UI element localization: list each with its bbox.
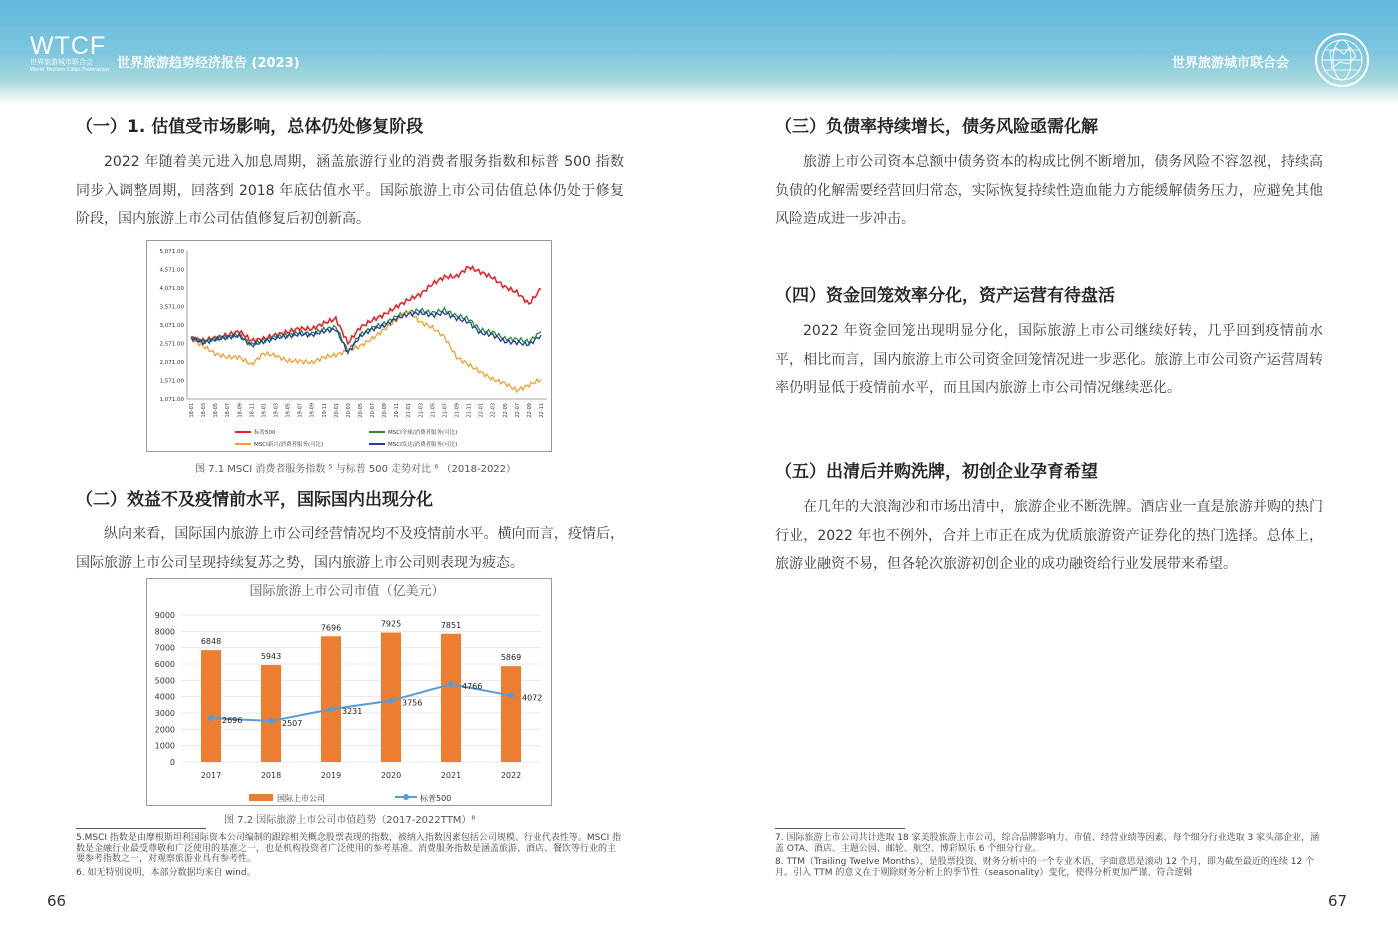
x-tick-label: 18-07 (225, 403, 232, 418)
section-heading-5: （五）出清后并购洗牌，初创企业孕育希望 (775, 462, 1098, 482)
org-name: 世界旅游城市联合会 (1172, 56, 1290, 71)
y-tick-label: 1000 (154, 741, 175, 751)
footnote-divider-left (76, 828, 206, 829)
x-tick-label: 21-01 (406, 403, 413, 418)
wtcf-logo-sub-cn: 世界旅游城市联合会 (30, 58, 93, 66)
bar-value-label: 5943 (260, 651, 282, 661)
page-number-right: 67 (1328, 892, 1348, 910)
bar (441, 634, 461, 762)
section-heading-1: （一）1. 估值受市场影响，总体仍处修复阶段 (76, 117, 424, 137)
section-heading-3: （三）负债率持续增长，债务风险亟需化解 (775, 117, 1098, 137)
y-tick-label: 2000 (154, 725, 175, 735)
chart-title: 国际旅游上市公司市值（亿美元） (249, 584, 445, 599)
y-tick-label: 3,571.00 (159, 304, 184, 311)
legend-label: MSCI发达/消费者服务(可比) (388, 442, 458, 448)
wtcf-logo: WTCF (30, 32, 107, 60)
globe-icon (1314, 32, 1370, 88)
paragraph-5: 在几年的大浪淘沙和市场出清中，旅游企业不断洗牌。酒店业一直是旅游并购的热门行业，2022 年也不例外，合并上市正在成为优质旅游资产证券化的热门选择。总体上，旅游业融资不易，但各轮次旅游初创企业的成功融资给行业发展带来希望。 (775, 499, 1323, 572)
legend-label: MSCI全球/消费者服务(可比) (388, 430, 458, 436)
x-tick-label: 22-11 (539, 403, 545, 418)
bar-value-label: 6848 (200, 637, 222, 647)
x-tick-label: 18-09 (237, 403, 244, 418)
footnote-8: 8. TTM（Trailing Twelve Months），是股票投资、财务分析中的一个专业术语，字面意思是滚动 12 个月，即为截至最近的连续 12 个月。引入 TTM 的意义在于剔除财务分析上的季节性（seasonality）变化，使得分析更加严谨、符合逻辑 (775, 857, 1315, 878)
x-tick-label: 22-03 (490, 403, 497, 418)
bar (501, 666, 521, 762)
y-tick-label: 5,071.00 (159, 249, 184, 255)
msci-line-chart-svg (147, 241, 551, 451)
y-tick-label: 1,071.00 (159, 397, 184, 403)
footnote-5: 5.MSCI 指数是由摩根斯坦利国际资本公司编制的跟踪相关概念股票表现的指数，被纳入指数因素包括公司规模、行业代表性等。MSCI 指数是金融行业最受尊敬和广泛使用的基准之一，也是机构投资者广泛使用的参考基准。消费服务指数是涵盖旅游、酒店、餐饮等行业的主要参考指数之一，对观察旅游业具有参考性。 (76, 833, 622, 864)
x-tick-label: 2020 (380, 771, 402, 780)
x-tick-label: 21-09 (454, 403, 461, 418)
y-tick-label: 4,571.00 (159, 267, 184, 274)
bar (381, 633, 401, 762)
sp500-point (448, 681, 454, 687)
x-tick-label: 2017 (200, 771, 222, 780)
report-title: 世界旅游趋势经济报告 (2023) (117, 56, 300, 71)
y-tick-label: 4,071.00 (159, 286, 184, 292)
x-tick-label: 18-05 (213, 403, 220, 418)
series-line-3 (191, 311, 541, 392)
x-tick-label: 19-11 (321, 403, 328, 418)
x-tick-label: 20-11 (394, 403, 401, 418)
sp500-value-label: 3231 (342, 707, 363, 717)
bar-value-label: 7925 (380, 619, 402, 629)
legend-swatch-bars (249, 794, 273, 801)
sp500-point (328, 706, 334, 712)
paragraph-1: 2022 年随着美元进入加息周期，涵盖旅游行业的消费者服务指数和标普 500 指数同步入调整周期，回落到 2018 年底估值水平。国际旅游上市公司估值总体仍处于修复阶段，国内旅游上市公司估值修复后初创新高。 (76, 154, 624, 227)
bar-value-label: 7851 (440, 620, 462, 630)
page-header (0, 0, 1398, 104)
x-tick-label: 22-09 (526, 403, 533, 418)
footnote-7: 7. 国际旅游上市公司共计选取 18 家美股旅游上市公司，综合品牌影响力、市值、经营业绩等因素，每个细分行业选取 3 家头部企业，涵盖 OTA、酒店、主题公园、邮轮、航空、博彩娱乐 6 个细分行业。 (775, 833, 1320, 854)
x-tick-label: 21-07 (442, 403, 449, 418)
y-tick-label: 7000 (154, 643, 175, 653)
x-tick-label: 19-07 (297, 403, 304, 418)
x-tick-label: 20-07 (370, 403, 377, 418)
y-tick-label: 6000 (154, 660, 175, 669)
footnote-divider-right (775, 828, 905, 829)
legend-label: MSCI新兴/消费者服务(可比) (254, 442, 324, 448)
x-tick-label: 22-05 (502, 403, 509, 418)
x-tick-label: 22-01 (478, 403, 485, 418)
market-cap-chart-svg (147, 579, 551, 805)
x-tick-label: 20-09 (382, 403, 389, 418)
msci-line-chart (146, 240, 552, 452)
y-tick-label: 2,071.00 (159, 360, 184, 366)
sp500-point (388, 698, 394, 704)
sp500-point (508, 692, 514, 698)
y-tick-label: 1,571.00 (159, 378, 184, 385)
bar (201, 650, 221, 762)
paragraph-3: 旅游上市公司资本总额中债务资本的构成比例不断增加，债务风险不容忽视，持续高负债的化解需要经营回归常态，实际恢复持续性造血能力方能缓解债务压力，应避免其他风险造成进一步冲击。 (775, 154, 1323, 227)
series-line-4 (191, 311, 541, 353)
x-tick-label: 18-11 (249, 403, 256, 418)
y-tick-label: 3,071.00 (159, 323, 184, 329)
figure-caption-1: 图 7.1 MSCI 消费者服务指数 ⁵ 与标普 500 走势对比 ⁶ （2018-2022） (195, 464, 517, 475)
x-tick-label: 22-07 (514, 403, 521, 418)
bar-value-label: 7696 (320, 623, 342, 633)
x-tick-label: 2022 (500, 771, 522, 780)
figure-caption-2: 图 7.2 国际旅游上市公司市值趋势（2017-2022TTM）⁸ (224, 815, 476, 826)
section-heading-2: （二）效益不及疫情前水平，国际国内出现分化 (76, 490, 433, 510)
x-tick-label: 18-03 (201, 403, 208, 418)
y-tick-label: 0 (169, 758, 175, 767)
sp500-point (208, 715, 214, 721)
y-tick-label: 5000 (154, 676, 175, 686)
legend-label-bars: 国际上市公司 (277, 794, 325, 803)
legend-label: 标普500 (254, 430, 276, 436)
paragraph-4: 2022 年资金回笼出现明显分化，国际旅游上市公司继续好转，几乎回到疫情前水平，相比而言，国内旅游上市公司资金回笼情况进一步恶化。旅游上市公司资产运营周转率仍明显低于疫情前水平，而且国内旅游上市公司情况继续恶化。 (775, 323, 1323, 396)
section-heading-4: （四）资金回笼效率分化，资产运营有待盘活 (775, 286, 1115, 306)
sp500-point (268, 718, 274, 724)
x-tick-label: 19-05 (285, 403, 292, 418)
footnote-6: 6. 如无特别说明，本部分数据均来自 wind。 (76, 868, 256, 878)
x-tick-label: 21-05 (430, 403, 437, 418)
x-tick-label: 21-03 (418, 403, 425, 418)
bar (261, 665, 281, 762)
x-tick-label: 19-01 (261, 403, 268, 418)
page-number-left: 66 (47, 892, 67, 910)
x-tick-label: 20-03 (345, 403, 352, 418)
y-tick-label: 2,571.00 (159, 341, 184, 348)
sp500-value-label: 3756 (402, 698, 423, 708)
x-tick-label: 20-01 (333, 403, 340, 418)
legend-swatch-line-marker (403, 794, 409, 800)
y-tick-label: 8000 (154, 627, 175, 637)
sp500-value-label: 2696 (222, 715, 243, 725)
wtcf-logo-subtitle (30, 58, 110, 74)
x-tick-label: 19-03 (273, 403, 280, 418)
market-cap-chart (146, 578, 552, 806)
sp500-value-label: 4766 (462, 682, 483, 692)
paragraph-2: 纵向来看，国际国内旅游上市公司经营情况均不及疫情前水平。横向而言，疫情后，国际旅游上市公司呈现持续复苏之势，国内旅游上市公司则表现为疲态。 (76, 526, 624, 571)
y-tick-label: 9000 (154, 611, 175, 620)
x-tick-label: 21-11 (466, 403, 473, 418)
y-tick-label: 4000 (154, 692, 175, 702)
bar (321, 636, 341, 762)
x-tick-label: 19-09 (309, 403, 316, 418)
x-tick-label: 2019 (320, 771, 342, 780)
sp500-value-label: 4072 (522, 693, 543, 703)
sp500-value-label: 2507 (282, 719, 303, 729)
x-tick-label: 2021 (440, 771, 462, 780)
x-tick-label: 20-05 (357, 403, 364, 418)
wtcf-logo-sub-en: World Tourism Cities Federation (30, 67, 109, 73)
x-tick-label: 18-01 (189, 403, 195, 418)
legend-label-line: 标普500 (420, 794, 452, 803)
x-tick-label: 2018 (260, 771, 282, 780)
y-tick-label: 3000 (154, 709, 175, 718)
bar-value-label: 5869 (500, 653, 522, 663)
